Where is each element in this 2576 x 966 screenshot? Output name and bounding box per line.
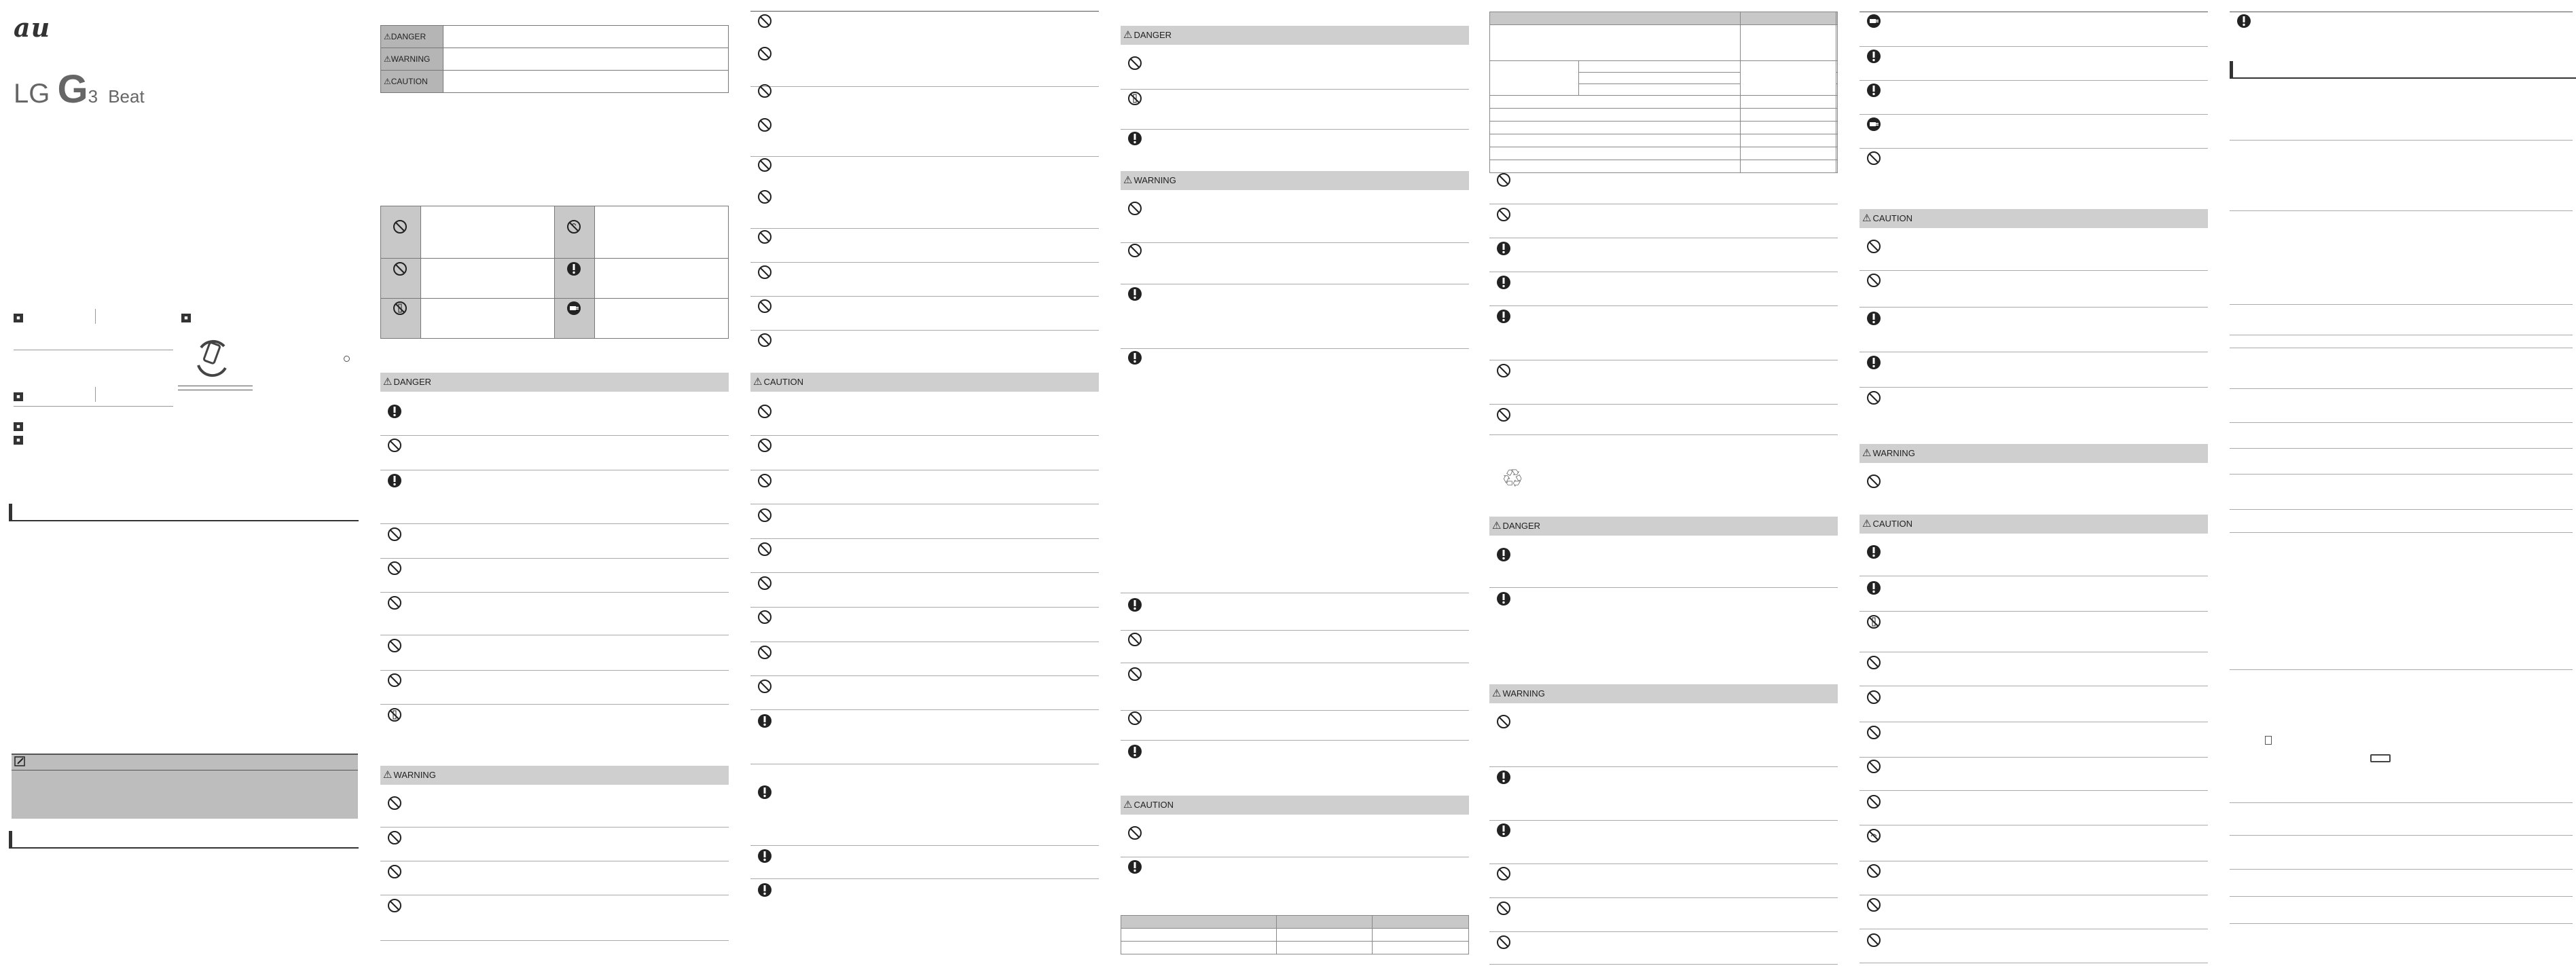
prohibit-icon: [757, 404, 772, 419]
mandatory-icon: [2236, 14, 2251, 29]
prohibit-icon: [1127, 243, 1142, 258]
prohibit-icon: [1866, 239, 1881, 254]
mandatory-icon: [1127, 744, 1142, 759]
spec-table: [1121, 915, 1469, 954]
prohibit-icon: [757, 157, 772, 172]
prohibit-icon: [757, 14, 772, 29]
divider: [380, 670, 729, 671]
prohibit-icon: [1127, 201, 1142, 216]
hazard-legend-table: [380, 25, 729, 93]
divider: [750, 435, 1099, 436]
sd-card-icon: [2265, 736, 2272, 745]
g3-logo-letter: G: [57, 67, 88, 111]
divider: [2230, 304, 2573, 305]
symbol-legend-table: [380, 206, 729, 339]
cover-panel: [0, 0, 343, 966]
divider: [380, 704, 729, 705]
spec-table: [1489, 12, 1838, 173]
prohibit-icon: [1127, 711, 1142, 726]
divider: [1860, 757, 2208, 758]
au-mark-icon: ■: [14, 436, 23, 445]
prohibit-icon: [387, 527, 402, 542]
recycle-icon: ♲: [1502, 464, 1524, 492]
divider: [95, 387, 96, 402]
recycle-phone-icon: [192, 338, 232, 382]
divider: [1489, 931, 1838, 932]
warning-triangle-icon: ⚠: [1862, 518, 1872, 530]
divider: [2230, 388, 2573, 389]
mandatory-icon: [1127, 350, 1142, 365]
prohibit-icon: [757, 645, 772, 660]
prohibit-icon: [1496, 407, 1511, 422]
mandatory-icon: [1866, 544, 1881, 559]
prohibit-icon: [757, 229, 772, 244]
prohibit-icon: [1866, 655, 1881, 670]
divider: [2230, 835, 2573, 836]
divider: [2230, 869, 2573, 870]
warning-triangle-icon: ⚠: [1492, 520, 1502, 532]
caution-banner: ⚠ CAUTION: [1860, 515, 2208, 534]
divider: [1121, 348, 1469, 349]
mandatory-icon: [1866, 83, 1881, 98]
caution-banner: ⚠ CAUTION: [1860, 209, 2208, 228]
safety-column-4: [1121, 0, 1464, 966]
prohibit-icon: [757, 299, 772, 314]
prohibit-icon: [757, 265, 772, 280]
divider: [2230, 923, 2573, 924]
mandatory-icon: [1866, 49, 1881, 64]
lg-logo: LG: [14, 79, 50, 109]
warning-triangle-icon: ⚠: [383, 769, 393, 781]
warning-banner: ⚠ WARNING: [1121, 171, 1469, 190]
divider: [380, 435, 729, 436]
divider: [750, 11, 1099, 12]
mandatory-icon: [1127, 597, 1142, 612]
divider: [1121, 129, 1469, 130]
safety-column-3: [750, 0, 1093, 966]
divider: [2230, 448, 2573, 449]
prohibit-icon: [1496, 901, 1511, 916]
warning-triangle-icon: ⚠: [1862, 212, 1872, 224]
prohibit-icon: [393, 261, 407, 276]
mandatory-icon: [1496, 547, 1511, 562]
prohibit-icon: [387, 673, 402, 688]
divider: [1489, 863, 1838, 864]
warning-triangle-icon: ⚠: [384, 54, 391, 64]
divider: [1860, 611, 2208, 612]
prohibit-icon: [1866, 897, 1881, 912]
mandatory-icon: [1496, 823, 1511, 838]
no-wet-icon: [1866, 828, 1881, 843]
prohibit-icon: [387, 864, 402, 879]
section-heading-bar: [9, 504, 359, 521]
legend-caution: ⚠CAUTION: [381, 71, 443, 93]
warning-triangle-icon: ⚠: [383, 376, 393, 388]
danger-banner: ⚠ DANGER: [380, 373, 729, 392]
safety-column-7: [2230, 0, 2573, 966]
prohibit-icon: [1866, 759, 1881, 774]
warning-banner: ⚠ WARNING: [1860, 444, 2208, 463]
prohibit-icon: [757, 83, 772, 98]
divider: [1860, 387, 2208, 388]
prohibit-icon: [757, 473, 772, 488]
mandatory-icon: [566, 261, 581, 276]
usb-slot-icon: [2370, 754, 2391, 762]
divider: [1489, 404, 1838, 405]
prohibit-icon: [757, 508, 772, 523]
divider: [2230, 532, 2573, 533]
prohibit-icon: [387, 438, 402, 453]
divider: [2230, 422, 2573, 423]
divider: [750, 296, 1099, 297]
unplug-icon: [1866, 14, 1881, 29]
section-heading-bar: [9, 831, 359, 849]
au-mark-icon: ■: [14, 314, 23, 322]
no-disassemble-icon: [387, 707, 402, 722]
warning-triangle-icon: ⚠: [384, 32, 391, 41]
divider: [1489, 434, 1838, 435]
prohibit-icon: [1127, 667, 1142, 682]
prohibit-icon: [757, 610, 772, 625]
no-disassemble-icon: [393, 301, 407, 316]
unplug-icon: [1866, 117, 1881, 132]
divider: [2230, 140, 2573, 141]
caution-banner: ⚠ CAUTION: [750, 373, 1099, 392]
prohibit-icon: [387, 638, 402, 653]
mandatory-icon: [1866, 355, 1881, 370]
legend-danger: ⚠DANGER: [381, 26, 443, 48]
legend-warning: ⚠WARNING: [381, 48, 443, 71]
mandatory-icon: [1127, 859, 1142, 874]
divider: [380, 592, 729, 593]
divider: [2230, 474, 2573, 475]
mandatory-icon: [1496, 591, 1511, 606]
prohibit-icon: [1496, 363, 1511, 378]
warning-triangle-icon: ⚠: [384, 77, 391, 86]
prohibit-icon: [757, 679, 772, 694]
prohibit-icon: [1127, 825, 1142, 840]
prohibit-icon: [387, 796, 402, 811]
divider: [1489, 820, 1838, 821]
prohibit-icon: [1496, 866, 1511, 881]
prohibit-icon: [1866, 794, 1881, 809]
mandatory-icon: [1496, 275, 1511, 290]
divider: [1860, 80, 2208, 81]
warning-banner: ⚠ WARNING: [1489, 684, 1838, 703]
divider: [750, 845, 1099, 846]
divider: [1121, 89, 1469, 90]
prohibit-icon: [1496, 172, 1511, 187]
warning-triangle-icon: ⚠: [753, 376, 763, 388]
divider: [1860, 790, 2208, 791]
no-disassemble-icon: [1866, 614, 1881, 629]
prohibit-icon: [1127, 632, 1142, 647]
mandatory-icon: [757, 785, 772, 800]
au-mark-icon: ■: [14, 422, 23, 431]
prohibit-icon: [757, 117, 772, 132]
mandatory-icon: [1496, 241, 1511, 256]
prohibit-icon: [757, 542, 772, 557]
divider: [14, 406, 173, 407]
pencil-note-icon: [14, 756, 26, 767]
note-box: [12, 754, 358, 819]
divider: [750, 86, 1099, 87]
mandatory-icon: [1127, 286, 1142, 301]
divider: [380, 940, 729, 941]
warning-triangle-icon: ⚠: [1862, 447, 1872, 459]
mandatory-icon: [1496, 770, 1511, 785]
g3-logo-number: 3: [88, 86, 98, 107]
mandatory-icon: [1496, 309, 1511, 324]
beat-logo: Beat: [108, 86, 145, 107]
prohibit-icon: [1866, 474, 1881, 489]
divider: [750, 572, 1099, 573]
danger-banner: ⚠ DANGER: [1121, 26, 1469, 45]
prohibit-icon: [1866, 690, 1881, 705]
divider: [1121, 630, 1469, 631]
prohibit-icon: [1866, 933, 1881, 948]
mandatory-icon: [1127, 131, 1142, 146]
warning-banner: ⚠ WARNING: [380, 766, 729, 785]
prohibit-icon: [1866, 863, 1881, 878]
mandatory-icon: [757, 883, 772, 897]
safety-column-5: [1489, 0, 1832, 966]
au-mark-icon: ■: [14, 392, 23, 401]
divider: [380, 827, 729, 828]
mandatory-icon: [1866, 311, 1881, 326]
divider: [750, 878, 1099, 879]
au-mark-icon: ■: [181, 314, 191, 322]
prohibit-icon: [387, 595, 402, 610]
divider: [1860, 148, 2208, 149]
au-logo: au: [14, 12, 51, 43]
divider: [2230, 669, 2573, 670]
divider: [1489, 897, 1838, 898]
prohibit-icon: [757, 46, 772, 61]
mandatory-icon: [387, 404, 402, 419]
warning-triangle-icon: ⚠: [1123, 174, 1133, 186]
prohibit-icon: [757, 438, 772, 453]
prohibit-icon: [1866, 390, 1881, 405]
unplug-icon: [566, 301, 581, 316]
prohibit-icon: [387, 561, 402, 576]
prohibit-icon: [1866, 273, 1881, 288]
prohibit-icon: [1496, 714, 1511, 729]
section-heading-bar: [2230, 61, 2576, 79]
divider: [750, 607, 1099, 608]
divider: [750, 709, 1099, 710]
divider: [1121, 242, 1469, 243]
mandatory-icon: [387, 473, 402, 488]
divider: [95, 309, 96, 324]
divider: [2230, 802, 2573, 803]
divider: [1489, 587, 1838, 588]
prohibit-icon: [1866, 151, 1881, 166]
prohibit-icon: [387, 898, 402, 913]
registered-mark-icon: [344, 356, 350, 362]
divider: [1860, 114, 2208, 115]
danger-banner: ⚠ DANGER: [1489, 517, 1838, 536]
divider: [380, 523, 729, 524]
mandatory-icon: [757, 849, 772, 863]
divider: [1860, 307, 2208, 308]
prohibit-icon: [757, 333, 772, 348]
divider: [1489, 964, 1838, 965]
divider: [2230, 509, 2573, 510]
divider: [2230, 210, 2573, 211]
warning-triangle-icon: ⚠: [1123, 29, 1133, 41]
divider: [750, 228, 1099, 229]
warning-triangle-icon: ⚠: [1123, 799, 1133, 811]
divider: [1489, 766, 1838, 767]
divider: [750, 156, 1099, 157]
warning-triangle-icon: ⚠: [1492, 688, 1502, 699]
prohibit-icon: [1496, 207, 1511, 222]
caution-banner: ⚠ CAUTION: [1121, 796, 1469, 815]
divider: [750, 262, 1099, 263]
mandatory-icon: [1866, 580, 1881, 595]
divider: [750, 675, 1099, 676]
no-wet-icon: [566, 219, 581, 234]
divider: [1860, 46, 2208, 47]
divider: [2230, 896, 2573, 897]
prohibit-icon: [1127, 56, 1142, 71]
prohibit-icon: [1496, 935, 1511, 950]
mandatory-icon: [757, 713, 772, 728]
product-logo: [14, 67, 145, 112]
divider: [1121, 740, 1469, 741]
prohibit-icon: [757, 189, 772, 204]
prohibit-icon: [1866, 725, 1881, 740]
no-disassemble-icon: [1127, 91, 1142, 106]
prohibit-icon: [757, 576, 772, 591]
divider: [380, 558, 729, 559]
divider: [750, 330, 1099, 331]
divider: [1860, 270, 2208, 271]
safety-column-6: [1860, 0, 2202, 966]
safety-column-2: [380, 0, 723, 966]
prohibit-icon: [393, 219, 407, 234]
divider: [750, 538, 1099, 539]
divider: [1121, 710, 1469, 711]
prohibit-icon: [387, 830, 402, 845]
divider: [1489, 305, 1838, 306]
